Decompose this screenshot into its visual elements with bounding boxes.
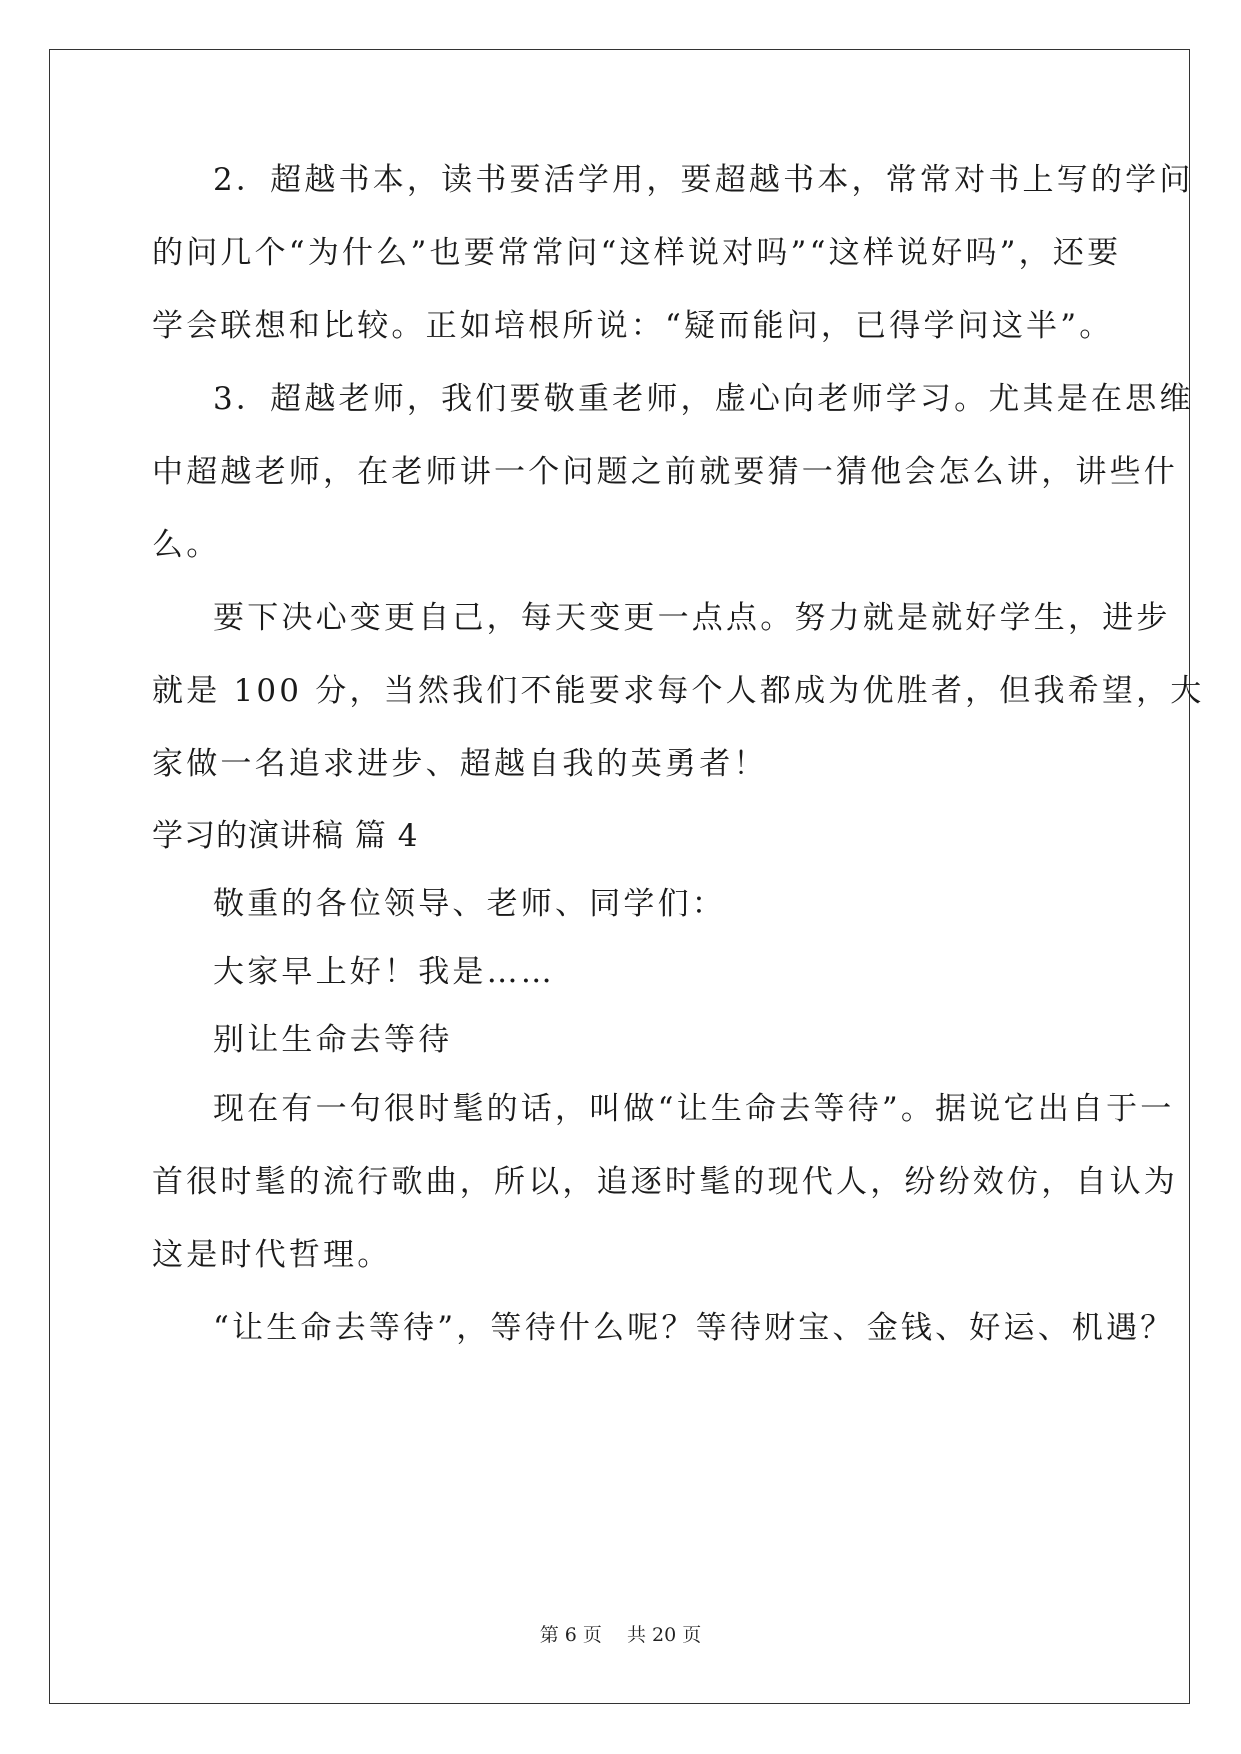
paragraph-line: 学会联想和比较。正如培根所说：“疑而能问，已得学问这半”。: [152, 308, 1114, 344]
salutation-line: 敬重的各位领导、老师、同学们：: [213, 886, 726, 922]
paragraph-line: 的问几个“为什么”也要常常问“这样说对吗”“这样说好吗”，还要: [152, 235, 1122, 271]
paragraph-line: 这是时代哲理。: [152, 1237, 392, 1273]
paragraph-line: 现在有一句很时髦的话，叫做“让生命去等待”。据说它出自于一: [213, 1091, 1175, 1127]
paragraph-line: 中超越老师，在老师讲一个问题之前就要猜一猜他会怎么讲，讲些什: [152, 454, 1178, 490]
speech-title: 别让生命去等待: [213, 1022, 453, 1058]
paragraph-line: 么。: [152, 527, 221, 563]
greeting-line: 大家早上好！我是……: [213, 954, 555, 990]
section-heading: 学习的演讲稿 篇 4: [152, 818, 419, 854]
paragraph-line: 3．超越老师，我们要敬重老师，虚心向老师学习。尤其是在思维: [213, 381, 1194, 417]
paragraph-line: 家做一名追求进步、超越自我的英勇者！: [152, 746, 768, 782]
paragraph-line: 2．超越书本，读书要活学用，要超越书本，常常对书上写的学问: [213, 162, 1194, 198]
page-border: [49, 49, 1190, 1704]
paragraph-line: 就是 100 分，当然我们不能要求每个人都成为优胜者，但我希望，大: [152, 673, 1205, 709]
paragraph-line: 首很时髦的流行歌曲，所以，追逐时髦的现代人，纷纷效仿，自认为: [152, 1164, 1178, 1200]
page-number-footer: 第 6 页 共 20 页: [539, 1624, 702, 1646]
paragraph-line: 要下决心变更自己，每天变更一点点。努力就是就好学生，进步: [213, 600, 1171, 636]
paragraph-line: “让生命去等待”，等待什么呢？等待财宝、金钱、好运、机遇？: [213, 1310, 1175, 1346]
